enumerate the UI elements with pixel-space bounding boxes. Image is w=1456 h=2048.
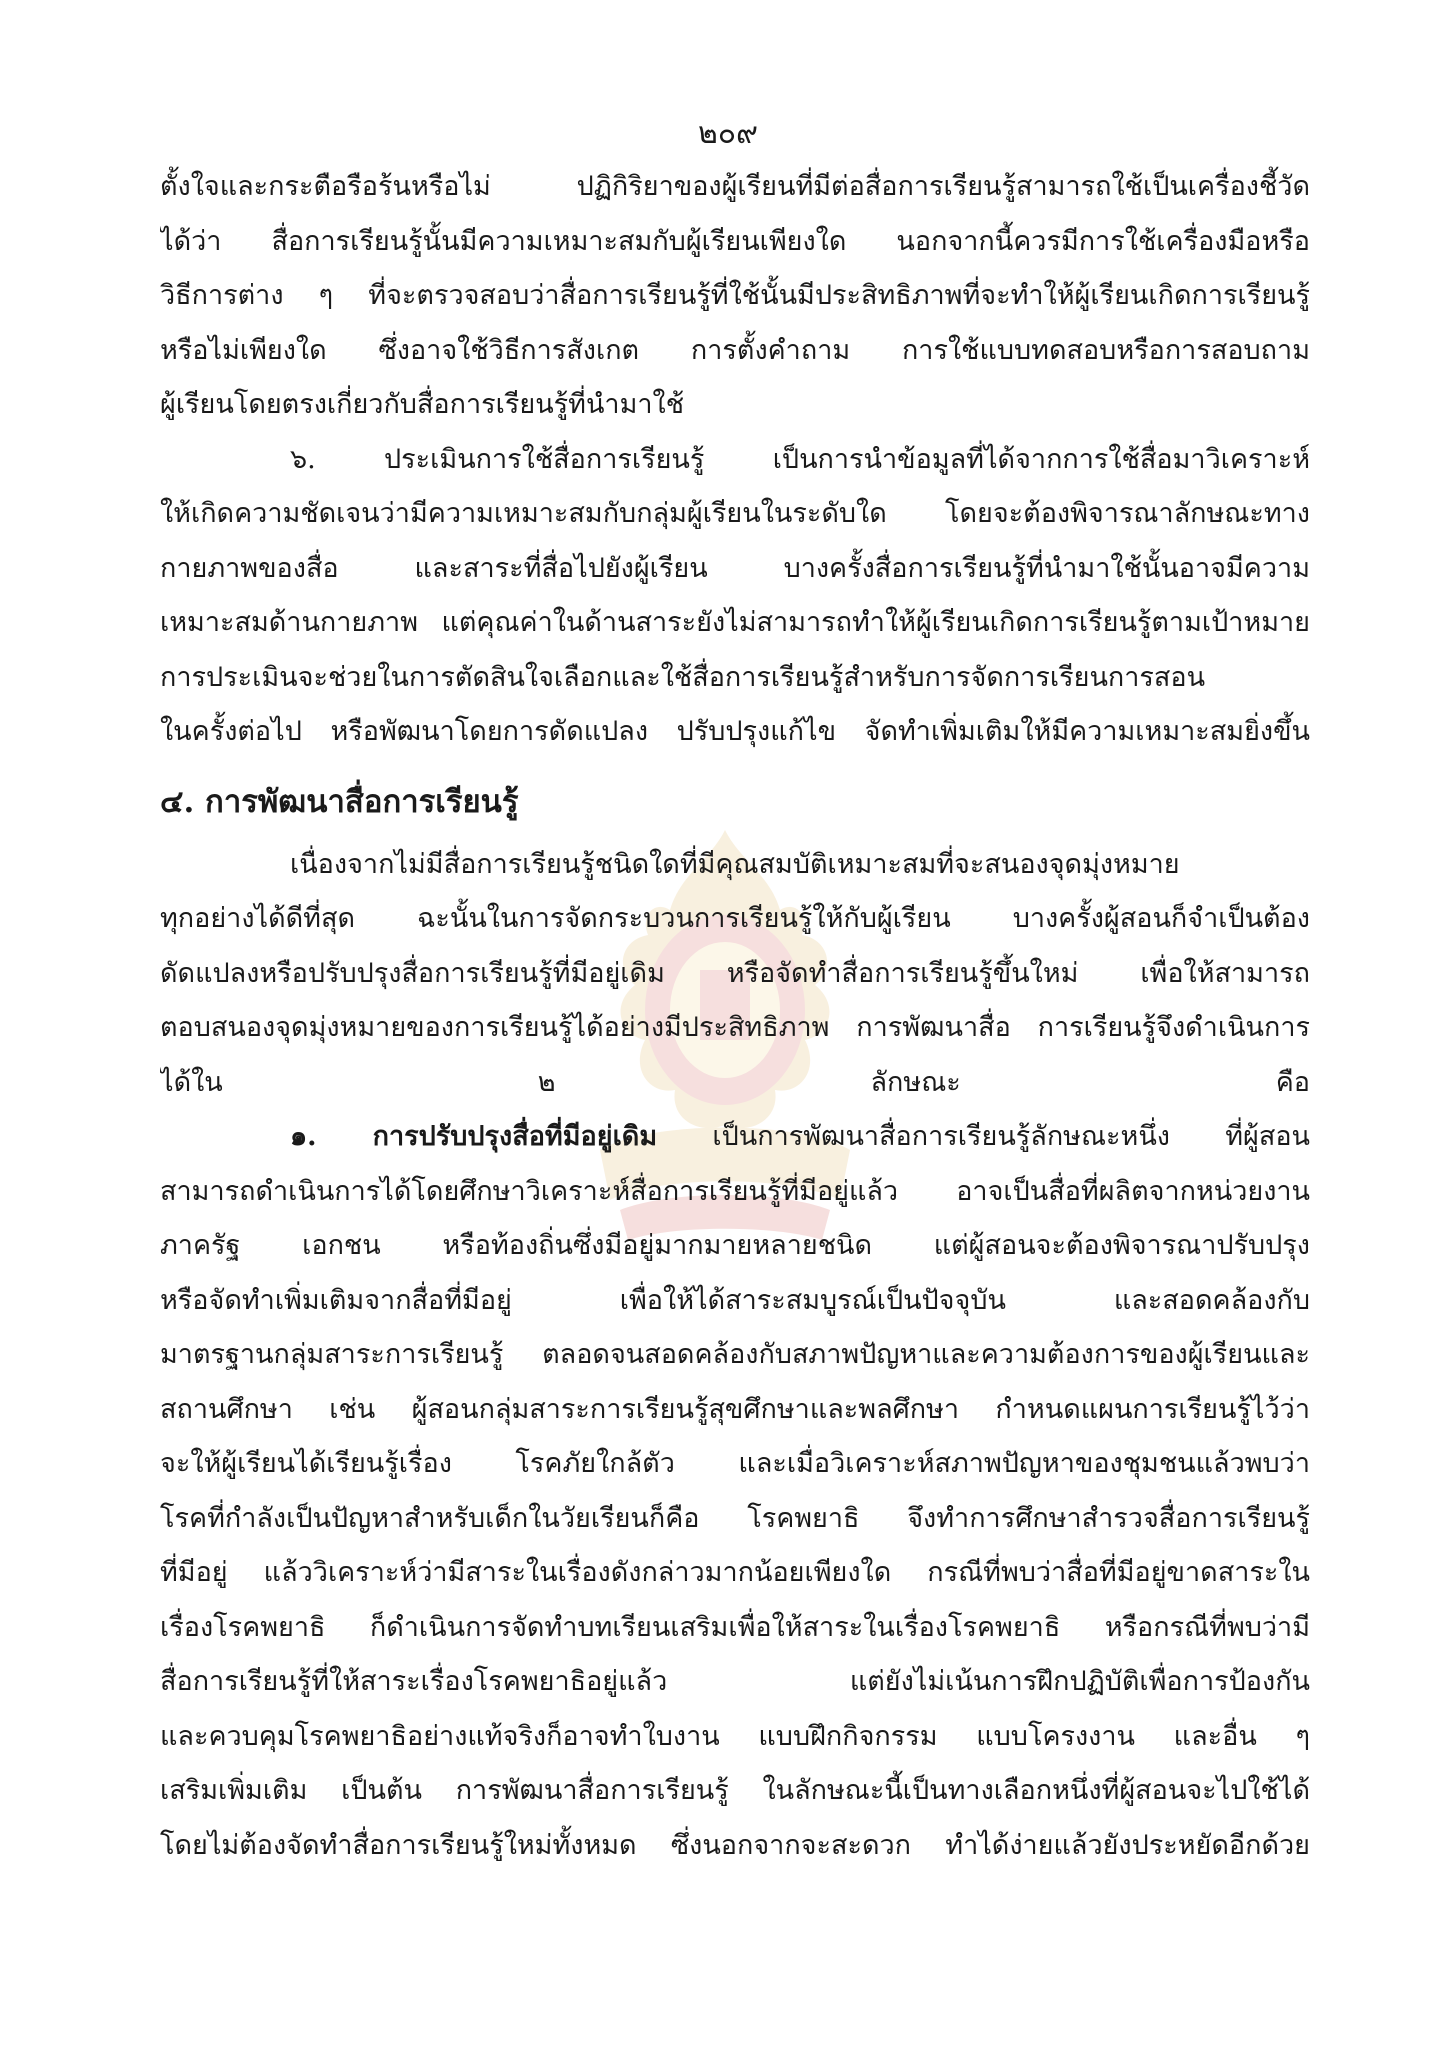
text-line: การประเมินจะช่วยในการตัดสินใจเลือกและใช้สื่อการเรียนรู้สำหรับการจัดการเรียนการสอน: [160, 661, 1206, 693]
text-line: ให้เกิดความชัดเจนว่ามีความเหมาะสมกับกลุ่มผู้เรียนในระดับใด โดยจะต้องพิจารณาลักษณะทาง: [160, 498, 1310, 529]
text-line: ภาครัฐ เอกชน หรือท้องถิ่นซึ่งมีอยู่มากมายหลายชนิด แต่ผู้สอนจะต้องพิจารณาปรับปรุง: [160, 1230, 1310, 1261]
text-line: ในครั้งต่อไป หรือพัฒนาโดยการดัดแปลง ปรับปรุงแก้ไข จัดทำเพิ่มเติมให้มีความเหมาะสมยิ่งขึ้น: [160, 716, 1310, 747]
text-line: [160, 1110, 1310, 1165]
text-line: วิธีการต่าง ๆ ที่จะตรวจสอบว่าสื่อการเรียนรู้ที่ใช้นั้นมีประสิทธิภาพที่จะทำให้ผู้เรียนเกิดการเรียนรู้: [160, 280, 1310, 311]
text-line: โดยไม่ต้องจัดทำสื่อการเรียนรู้ใหม่ทั้งหมด ซึ่งนอกจากจะสะดวก ทำได้ง่ายแล้วยังประหยัดอีกด้วย: [160, 1829, 1310, 1861]
text-line: หรือจัดทำเพิ่มเติมจากสื่อที่มีอยู่ เพื่อให้ได้สาระสมบูรณ์เป็นปัจจุบัน และสอดคล้องกับ: [160, 1284, 1310, 1316]
text-line: มาตรฐานกลุ่มสาระการเรียนรู้ ตลอดจนสอดคล้องกับสภาพปัญหาและความต้องการของผู้เรียนและ: [160, 1339, 1310, 1370]
text-line: เหมาะสมด้านกายภาพ แต่คุณค่าในด้านสาระยังไม่สามารถทำให้ผู้เรียนเกิดการเรียนรู้ตามเป้าหมาย: [160, 607, 1310, 638]
text-line: จะให้ผู้เรียนได้เรียนรู้เรื่อง โรคภัยใกล้ตัว และเมื่อวิเคราะห์สภาพปัญหาของชุมชนแล้วพบว่า: [160, 1448, 1310, 1479]
text-line: หรือไม่เพียงใด ซึ่งอาจใช้วิธีการสังเกต การตั้งคำถาม การใช้แบบทดสอบหรือการสอบถาม: [160, 334, 1310, 366]
text-line: เรื่องโรคพยาธิ ก็ดำเนินการจัดทำบทเรียนเสริมเพื่อให้สาระในเรื่องโรคพยาธิ หรือกรณีที่พบว่ามี: [160, 1611, 1310, 1643]
text-line: ๖. ประเมินการใช้สื่อการเรียนรู้ เป็นการนำข้อมูลที่ได้จากการใช้สื่อมาวิเคราะห์: [290, 443, 1310, 475]
text-line: ทุกอย่างได้ดีที่สุด ฉะนั้นในการจัดกระบวนการเรียนรู้ให้กับผู้เรียน บางครั้งผู้สอนก็จำเป็นต้อง: [160, 903, 1310, 934]
paragraph-evaluation: [160, 433, 1310, 760]
paragraph-intro: [160, 838, 1310, 1111]
text-line: สื่อการเรียนรู้ที่ให้สาระเรื่องโรคพยาธิอยู่แล้ว แต่ยังไม่เน้นการฝึกปฏิบัติเพื่อการป้องกัน: [160, 1666, 1310, 1697]
text-line: กายภาพของสื่อ และสาระที่สื่อไปยังผู้เรียน บางครั้งสื่อการเรียนรู้ที่นำมาใช้นั้นอาจมีความ: [160, 552, 1310, 584]
point-1-first-line: เป็นการพัฒนาสื่อการเรียนรู้ลักษณะหนึ่ง ที่ผู้สอน: [712, 1121, 1310, 1152]
text-line: เสริมเพิ่มเติม เป็นต้น การพัฒนาสื่อการเรียนรู้ ในลักษณะนี้เป็นทางเลือกหนึ่งที่ผู้สอนจะไปใช้ได้: [160, 1775, 1310, 1806]
text-line: ดัดแปลงหรือปรับปรุงสื่อการเรียนรู้ที่มีอยู่เดิม หรือจัดทำสื่อการเรียนรู้ขึ้นใหม่ เพื่อให้สามารถ: [160, 957, 1310, 989]
text-line: ได้ว่า สื่อการเรียนรู้นั้นมีความเหมาะสมกับผู้เรียนเพียงใด นอกจากนี้ควรมีการใช้เครื่องมือหรือ: [160, 225, 1310, 257]
text-line: สามารถดำเนินการได้โดยศึกษาวิเคราะห์สื่อการเรียนรู้ที่มีอยู่แล้ว อาจเป็นสื่อที่ผลิตจากหน่วยงาน: [160, 1175, 1310, 1207]
text-line: ผู้เรียนโดยตรงเกี่ยวกับสื่อการเรียนรู้ที่นำมาใช้: [160, 389, 685, 420]
page-number: ๒๐๙: [697, 116, 759, 151]
paragraph-continuation: [160, 160, 1310, 433]
text-line: โรคที่กำลังเป็นปัญหาสำหรับเด็กในวัยเรียนก็คือ โรคพยาธิ จึงทำการศึกษาสำรวจสื่อการเรียนรู้: [160, 1502, 1310, 1534]
text-line: ตอบสนองจุดมุ่งหมายของการเรียนรู้ได้อย่างมีประสิทธิภาพ การพัฒนาสื่อ การเรียนรู้จึงดำเนินการ: [160, 1012, 1310, 1043]
paragraph-point-1: [160, 1110, 1310, 1873]
text-line: และควบคุมโรคพยาธิอย่างแท้จริงก็อาจทำใบงาน แบบฝึกกิจกรรม แบบโครงงาน และอื่น ๆ: [160, 1720, 1310, 1752]
text-line: สถานศึกษา เช่น ผู้สอนกลุ่มสาระการเรียนรู้สุขศึกษาและพลศึกษา กำหนดแผนการเรียนรู้ไว้ว่า: [160, 1393, 1310, 1425]
text-line: เนื่องจากไม่มีสื่อการเรียนรู้ชนิดใดที่มีคุณสมบัติเหมาะสมที่จะสนองจุดมุ่งหมาย: [290, 848, 1180, 880]
text-line: ตั้งใจและกระตือรือร้นหรือไม่ ปฏิกิริยาของผู้เรียนที่มีต่อสื่อการเรียนรู้สามารถใช้เป็นเครื่องชี้วัด: [160, 171, 1310, 202]
text-line: ได้ใน ๒ ลักษณะ คือ: [160, 1066, 1310, 1098]
point-1-lead: ๑. การปรับปรุงสื่อที่มีอยู่เดิม: [290, 1121, 658, 1152]
page-content: [160, 160, 1310, 1873]
text-line: ที่มีอยู่ แล้ววิเคราะห์ว่ามีสาระในเรื่องดังกล่าวมากน้อยเพียงใด กรณีที่พบว่าสื่อที่มีอยู่ขาดสาระใน: [160, 1557, 1310, 1588]
section-heading: ๔. การพัฒนาสื่อการเรียนรู้: [160, 783, 519, 820]
